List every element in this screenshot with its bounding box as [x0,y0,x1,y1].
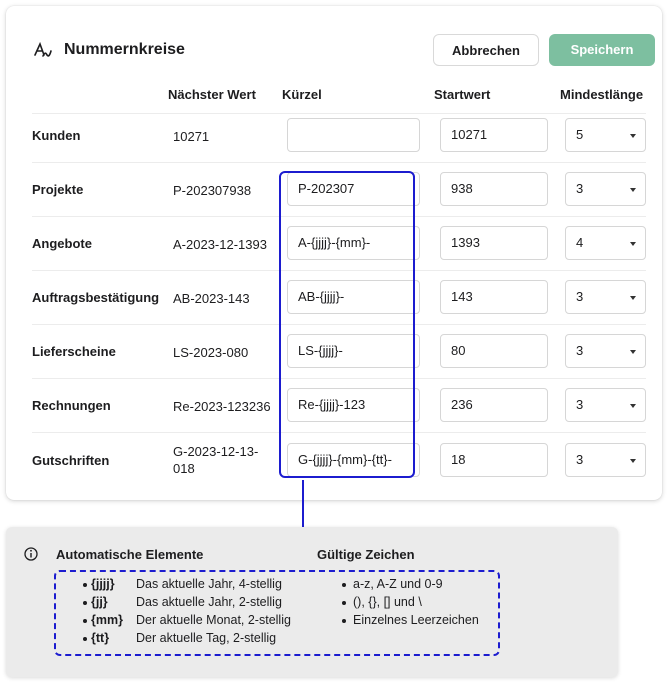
auto-desc: Das aktuelle Jahr, 4-stellig [136,577,282,591]
bullet [342,583,346,587]
row-label: Rechnungen [32,398,111,413]
min-length-value: 3 [576,181,584,196]
start-input[interactable]: 18 [440,443,548,477]
short-input[interactable]: G-{jjjj}-{mm}-{tt}- [287,443,420,477]
auto-elements-title: Automatische Elemente [56,547,204,562]
min-length-value: 3 [576,397,584,412]
min-length-value: 3 [576,343,584,358]
col-header-start: Startwert [434,87,491,102]
short-input[interactable]: LS-{jjjj}- [287,334,420,368]
row-label: Gutschriften [32,453,110,468]
bullet [342,601,346,605]
short-input[interactable]: Re-{jjjj}-123 [287,388,420,422]
auto-desc: Der aktuelle Tag, 2-stellig [136,631,277,645]
auto-code: {jj} [91,595,108,609]
short-input[interactable] [287,118,420,152]
col-header-min: Mindestlänge [560,87,644,102]
auto-code: {mm} [91,613,123,627]
info-icon [24,547,38,561]
col-header-next: Nächster Wert [168,87,256,102]
page-title: Nummernkreise [64,41,185,58]
short-input[interactable]: A-{jjjj}-{mm}- [287,226,420,260]
bullet [342,619,346,623]
auto-desc: Das aktuelle Jahr, 2-stellig [136,595,282,609]
chevron-down-icon [630,404,636,408]
min-length-value: 3 [576,289,584,304]
min-length-select[interactable] [565,443,646,477]
min-length-select[interactable] [565,280,646,314]
valid-chars-title: Gültige Zeichen [317,547,415,562]
short-input[interactable]: AB-{jjjj}- [287,280,420,314]
chevron-down-icon [630,134,636,138]
min-length-select[interactable] [565,388,646,422]
next-value: G-2023-12-13-018 [173,444,259,476]
bullet [83,601,87,605]
min-length-value: 5 [576,127,584,142]
valid-char-item: (), {}, [] und \ [353,595,422,609]
bullet [83,583,87,587]
row-label: Angebote [32,236,92,251]
save-button[interactable]: Speichern [549,34,655,66]
auto-code: {tt} [91,631,110,645]
auto-code: {jjjj} [91,577,115,591]
min-length-select[interactable] [565,334,646,368]
row-label: Auftragsbestätigung [32,290,160,305]
chevron-down-icon [630,459,636,463]
chevron-down-icon [630,188,636,192]
min-length-select[interactable] [565,226,646,260]
handwriting-icon [34,42,52,58]
auto-desc: Der aktuelle Monat, 2-stellig [136,613,291,627]
short-input[interactable]: P-202307 [287,172,420,206]
next-value: P-202307938 [173,183,252,198]
start-input[interactable]: 80 [440,334,548,368]
row-label: Lieferscheine [32,344,116,359]
next-value: Re-2023-123236 [173,399,271,414]
valid-char-item: a-z, A-Z und 0-9 [353,577,443,591]
start-input[interactable]: 938 [440,172,548,206]
chevron-down-icon [630,296,636,300]
next-value: AB-2023-143 [173,291,250,306]
next-value: A-2023-12-1393 [173,237,267,252]
col-header-short: Kürzel [282,87,322,102]
min-length-select[interactable] [565,172,646,206]
next-value: 10271 [173,129,210,144]
chevron-down-icon [630,242,636,246]
short-column-highlight [279,171,415,478]
cancel-button[interactable]: Abbrechen [433,34,539,66]
min-length-value: 4 [576,235,584,250]
next-value: LS-2023-080 [173,345,249,360]
bullet [83,637,87,641]
bullet [83,619,87,623]
info-panel [6,527,618,677]
table-row [32,108,646,163]
start-input[interactable]: 1393 [440,226,548,260]
valid-char-item: Einzelnes Leerzeichen [353,613,479,627]
start-input[interactable]: 143 [440,280,548,314]
chevron-down-icon [630,350,636,354]
start-input[interactable]: 10271 [440,118,548,152]
start-input[interactable]: 236 [440,388,548,422]
min-length-select[interactable] [565,118,646,152]
row-label: Projekte [32,182,84,197]
row-label: Kunden [32,128,81,143]
min-length-value: 3 [576,452,584,467]
